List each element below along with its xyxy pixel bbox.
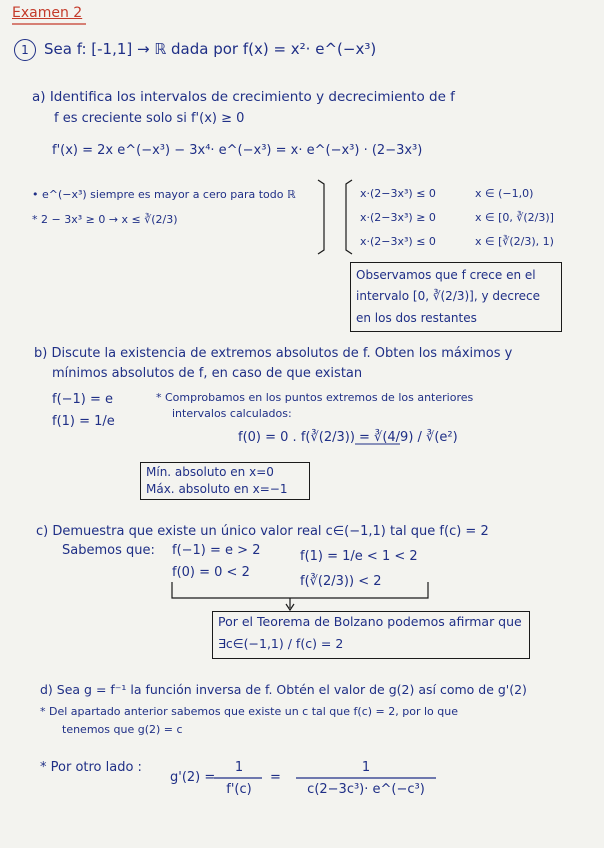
part-c-question: c) Demuestra que existe un único valor real c∈(−1,1) tal que f(c) = 2 xyxy=(36,524,489,539)
frac2-denominator: c(2−3c³)· e^(−c³) xyxy=(307,782,425,797)
bracket-left xyxy=(346,180,352,254)
frac1-denominator: f'(c) xyxy=(226,782,252,797)
part-a-line1: f es creciente solo si f'(x) ≥ 0 xyxy=(54,111,245,126)
part-b-question-1: b) Discute la existencia de extremos absolutos de f. Obten los máximos y xyxy=(34,346,513,361)
part-d-question: d) Sea g = f⁻¹ la función inversa de f. Obtén el valor de g(2) así como de g'(2) xyxy=(40,682,527,697)
part-c-known-left-1: f(−1) = e > 2 xyxy=(172,543,261,558)
bracket-right xyxy=(318,180,324,254)
frac2-numerator: 1 xyxy=(361,760,371,775)
part-d-line3-label: * Por otro lado : xyxy=(40,760,142,775)
part-a-conclusion-2: intervalo [0, ∛(2/3)], y decrece xyxy=(356,289,541,303)
case-expr-3: x·(2−3x³) ≤ 0 xyxy=(360,235,436,248)
part-a-derivative: f'(x) = 2x e^(−x³) − 3x⁴· e^(−x³) = x· e^(−x³) · (2−3x³) xyxy=(52,143,423,158)
part-b-result-1: Mín. absoluto en x=0 xyxy=(146,465,274,479)
case-interval-2: x ∈ [0, ∛(2/3)] xyxy=(475,211,554,224)
part-d-line1: * Del apartado anterior sabemos que existe un c tal que f(c) = 2, por lo que xyxy=(40,705,458,718)
part-b-computed: f(0) = 0 . f(∛(2/3)) = ∛(4/9) / ∛(e²) xyxy=(238,430,458,445)
part-c-arrow-head xyxy=(286,604,294,610)
part-b-question-2: mínimos absolutos de f, en caso de que existan xyxy=(52,366,363,381)
part-a-question: a) Identifica los intervalos de crecimiento y decrecimiento de f xyxy=(32,89,455,105)
case-expr-1: x·(2−3x³) ≤ 0 xyxy=(360,187,436,200)
part-d-line2: tenemos que g(2) = c xyxy=(62,723,183,736)
equals-sign: = xyxy=(270,770,281,785)
part-a-note1: • e^(−x³) siempre es mayor a cero para todo ℝ xyxy=(32,188,296,201)
part-c-conclusion-2: ∃c∈(−1,1) / f(c) = 2 xyxy=(218,636,344,651)
part-c-known-label: Sabemos que: xyxy=(62,543,155,558)
problem-statement: Sea f: [-1,1] → ℝ dada por f(x) = x²· e^(−x³) xyxy=(44,40,377,58)
part-a-note2: * 2 − 3x³ ≥ 0 → x ≤ ∛(2/3) xyxy=(32,213,178,226)
part-b-note-2: intervalos calculados: xyxy=(172,407,292,420)
case-expr-2: x·(2−3x³) ≥ 0 xyxy=(360,211,436,224)
problem-number-circle xyxy=(14,39,36,61)
case-interval-3: x ∈ [∛(2/3), 1) xyxy=(475,235,554,248)
part-c-conclusion-1: Por el Teorema de Bolzano podemos afirmar que xyxy=(218,614,522,629)
case-interval-1: x ∈ (−1,0) xyxy=(475,187,534,200)
part-a-conclusion-1: Observamos que f crece en el xyxy=(356,268,536,282)
frac1-numerator: 1 xyxy=(234,760,244,775)
part-a-conclusion-3: en los dos restantes xyxy=(356,311,477,325)
part-c-known-right-2: f(∛(2/3)) < 2 xyxy=(300,574,382,589)
exam-title: Examen 2 xyxy=(12,5,83,21)
part-c-known-right-1: f(1) = 1/e < 1 < 2 xyxy=(300,549,418,564)
part-b-note-1: * Comprobamos en los puntos extremos de los anteriores xyxy=(156,391,474,404)
part-c-known-left-2: f(0) = 0 < 2 xyxy=(172,565,250,580)
part-b-value-2: f(1) = 1/e xyxy=(52,414,115,429)
part-b-value-1: f(−1) = e xyxy=(52,392,114,407)
problem-number: 1 xyxy=(21,43,29,57)
part-b-result-2: Máx. absoluto en x=−1 xyxy=(146,482,288,496)
part-d-formula-lhs: g'(2) = xyxy=(170,770,216,785)
